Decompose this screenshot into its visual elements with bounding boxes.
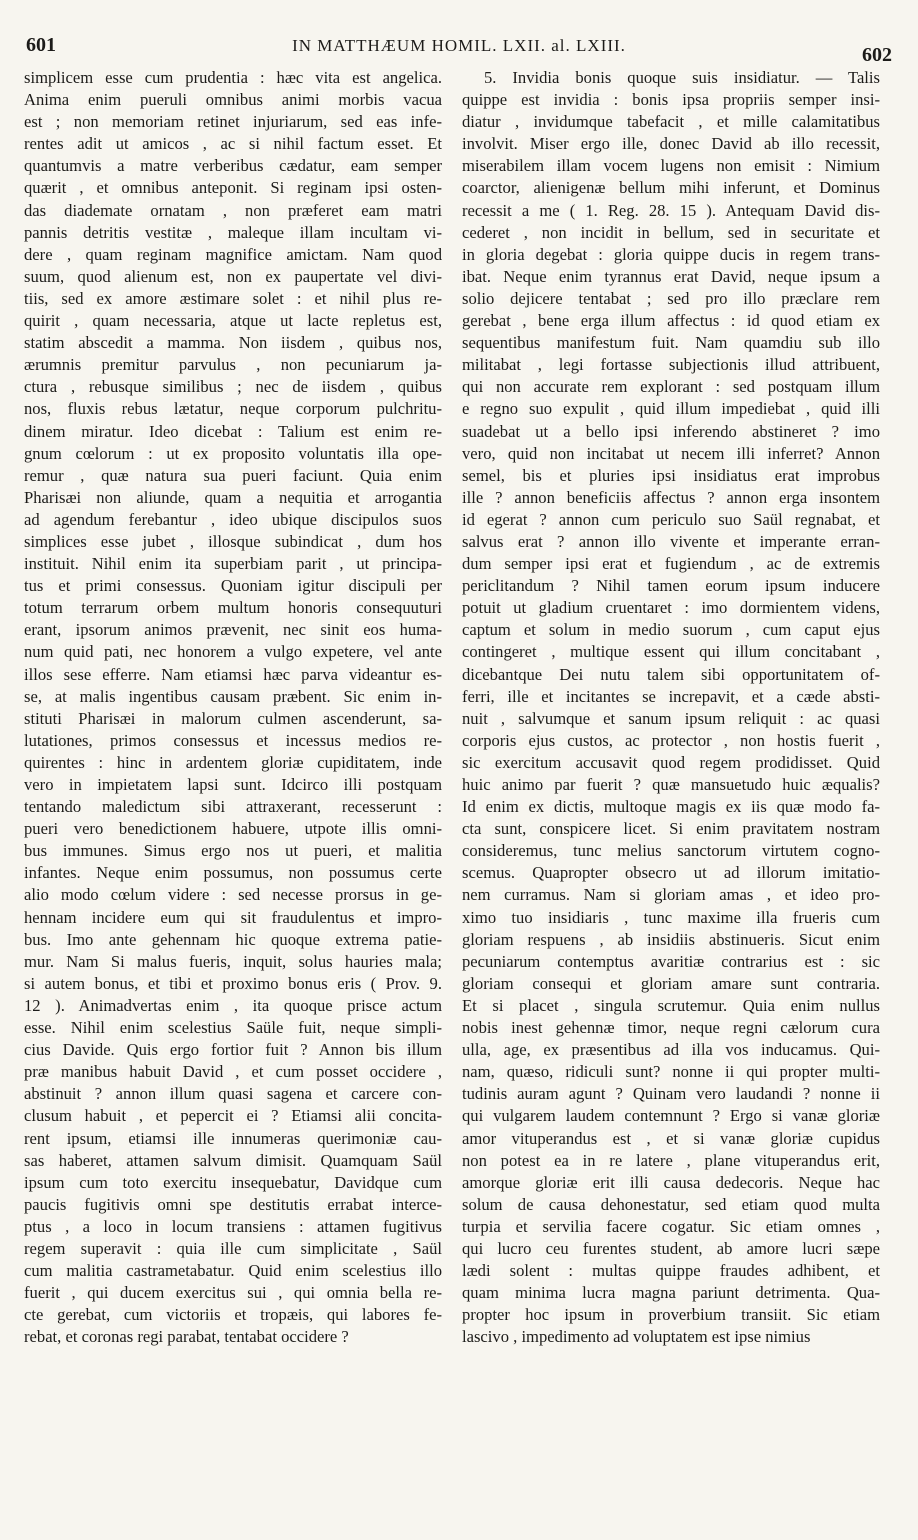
text-line: fuerit , qui ducem exercitus sui , qui omnia bella re- [24,1283,442,1303]
text-line: quirentes : hinc in ardentem gloriæ cupiditatem, inde [24,752,442,772]
text-line: lutationes, primos consessus et incessus medios re- [24,730,442,750]
text-line: propter hoc ipsum in proverbium transiit. Sic etiam [462,1305,880,1325]
text-line: simplicem esse cum prudentia : hæc vita est angelica. [24,68,442,87]
text-line: dicebantque Dei nutu talem sibi opportunitatem of- [462,664,880,684]
text-line: pannis detritis vestitæ , maleque illam incultam vi- [24,222,442,242]
text-line: coarctor, alienigenæ bellum mihi inferunt, et Dominus [462,178,880,198]
text-line: infantes. Neque enim possumus, non possumus certe [24,863,442,883]
text-line: cum malitia castrametabatur. Quid enim scelestius illo [24,1261,442,1281]
text-line: contingeret , multique essent qui illum concitabant , [462,642,880,662]
text-line: sequentibus manifestum fuit. Nam quamdiu sub illo [462,333,880,353]
text-line: solum de causa dehonestatur, sed etiam quod multa [462,1194,880,1214]
text-line: abstinuit ? annon illum quasi sagena et carcere con- [24,1084,442,1104]
text-line: præ manibus habuit David , et cum posset occidere , [24,1062,442,1082]
text-line: vero, quid non incitabat ut necem illi inferret? Annon [462,443,880,463]
page-number-right: 602 [862,44,892,66]
text-line: corporis ejus custos, ac protector , non hostis fuerit , [462,730,880,750]
text-line: id egerat ? annon cum periculo suo Saül regnabat, et [462,509,880,529]
text-line: captum et solum in medio suorum , cum caput ejus [462,620,880,640]
text-line: lædi solent : multas quippe fraudes adhibent, et [462,1261,880,1281]
text-line: in gloria degebat : gloria quippe ducis in regem trans- [462,244,880,264]
text-line: Anima enim pueruli omnibus animi morbis vacua [24,90,442,110]
text-line: involvit. Miser ergo ille, donec David ab illo recessit, [462,134,880,154]
text-line: das diademate ornatam , non præferet eam matri [24,200,442,220]
text-line: gerebat , bene erga illum affectus : id quod etiam ex [462,311,880,331]
page-number-left: 601 [26,34,56,56]
text-line: rebat, et coronas regi parabat, tentabat occidere ? [24,1327,349,1347]
text-line: tus et primi consessus. Quoniam igitur discipuli per [24,576,442,596]
text-line: illos sese efferre. Nam etiamsi hæc parva videantur es- [24,664,442,684]
text-line: ferri, ille et incitantes se increpavit, et a cæde absti- [462,686,880,706]
text-line: statim abscedit a mamma. Non iisdem , quibus nos, [24,333,442,353]
text-line: cius Davide. Quis ergo fortior fuit ? Annon bis illum [24,1040,442,1060]
text-line: hennam incidere eum qui sit fraudulentus et impro- [24,907,442,927]
text-line: clusum habuit , et pepercit ei ? Etiamsi alii concita- [24,1106,442,1126]
text-line: periclitandum ? Nihil tamen eorum ipsum inducere [462,576,880,596]
text-line: nam, quæso, ridiculi sunt? nonne ii qui propter multi- [462,1062,880,1082]
text-line: suadebat ut a bello ipsi inferendo abstineret ? imo [462,421,880,441]
text-line: potuit ut gladium cruentaret : imo dormientem videns, [462,598,880,618]
text-line: se, at malis ingentibus causam præbent. Sic enim in- [24,686,442,706]
text-line: ximo tuo insidiaris , tunc maxime illa frueris cum [462,907,880,927]
text-line: remur , quæ natura sua pueri faciunt. Quia enim [24,465,442,485]
text-line: pecuniarum contemptus avaritiæ contrarius est : sic [462,951,880,971]
text-line: tentando maledictum sibi attraxerant, recesserunt : [24,797,442,817]
text-line: sic exercitum accusavit quod regem prodidisset. Quid [462,752,880,772]
text-line: mur. Nam Si malus fueris, inquit, solus hauries mala; [24,951,442,971]
text-line: nem curramus. Nam si gloriam amas , et ideo pro- [462,885,880,905]
text-line: ipsum cum toto exercitu insequebatur, Davidque cum [24,1172,442,1192]
text-line: turpia et servilia facere cogatur. Sic etiam omnes , [462,1216,880,1236]
text-line: tiis, sed ex amore æstimare solet : et nihil plus re- [24,288,442,308]
text-line: paucis fugitivis omni spe destitutis errabat interce- [24,1194,442,1214]
text-line: Pharisæi non aliunde, quam a nequitia et arrogantia [24,487,442,507]
text-line: totum terrarum orbem multum honoris consequuturi [24,598,442,618]
text-line: miserabilem illam vocem lugens non emisit : Nimium [462,156,880,176]
text-line: diatur , invidumque tabefacit , et mille calamitatibus [462,112,880,132]
text-line: regem superavit : quia ille cum simplicitate , Saül [24,1238,442,1258]
text-line: militabat , legi fortasse subjectionis illud attribuent, [462,355,880,375]
text-line: nobis inest gehennæ timor, neque regni cælorum cura [462,1018,880,1038]
text-line: tudinis auram agunt ? Quinam vero laudandi ? nonne ii [462,1084,880,1104]
text-line: 12 ). Animadvertas enim , ita quoque prisce actum [24,995,442,1015]
text-line: nuit , salvumque et sanum ipsum reliquit : ac quasi [462,708,880,728]
text-line: alio modo cœlum videre : sed necesse prorsus in ge- [24,885,442,905]
text-line: Et si placet , singula scrutemur. Quia enim nullus [462,995,880,1015]
text-line: bus immunes. Simus ergo nos ut pueri, et malitia [24,841,442,861]
text-line: qui vulgarem laudem contemnunt ? Ergo si vanæ gloriæ [462,1106,880,1126]
right-column [462,67,880,1348]
text-line: 5. Invidia bonis quoque suis insidiatur. — Talis [484,68,880,87]
text-line: ctura , rebusque similibus ; nec de iisdem , quibus [24,377,442,397]
text-line: ibat. Neque enim tyrannus erat David, neque ipsum a [462,266,880,286]
text-line: pueri vero benedictionem habuere, utpote illis omni- [24,819,442,839]
text-line: quam minima lucra magna pariunt detrimenta. Qua- [462,1283,880,1303]
text-line: simplices esse jubet , illosque subindicat , dum hos [24,531,442,551]
text-line: semel, bis et pluries ipsi insidiatus erat improbus [462,465,880,485]
text-line: qui lucro ceu furentes student, ab amore lucri sæpe [462,1238,880,1258]
text-line: cta sunt, conspicere licet. Si enim pravitatem nostram [462,819,880,839]
text-line: suum, quod alienum est, non ex paupertate vel divi- [24,266,442,286]
text-line: vero in impietatem lapsi sunt. Idcirco illi postquam [24,775,442,794]
text-line: quærit , et omnibus anteponit. Si reginam ipsi osten- [24,178,442,198]
text-line: dum semper ipsi erat et fugiendum , ac de extremis [462,554,880,574]
text-line: consideremus, tunc melius sanctorum virtutem cogno- [462,841,880,861]
text-line: scemus. Quapropter obsecro ut ad illorum imitatio- [462,863,880,883]
text-line: gloriam respuens , ab insidiis abstinueris. Sicut enim [462,929,880,949]
text-line: quantumvis a matre verberibus cædatur, eam semper [24,156,442,176]
text-line: gloriam consequi et gloriam amare sunt contraria. [462,973,880,993]
text-line: quippe est invidia : bonis ipsa propriis semper insi- [462,90,880,110]
text-line: stituti Pharisæi in malorum culmen ascenderunt, sa- [24,708,442,728]
text-line: esse. Nihil enim scelestius Saüle fuit, neque simpli- [24,1018,442,1038]
text-line: Id enim ex dictis, multoque magis ex iis quæ modo fa- [462,797,880,817]
text-line: cederet , non incidit in bellum, sed in securitate et [462,222,880,242]
text-line: rentes adit ut amicos , ac si nihil factum esset. Et [24,134,442,154]
text-line: instituit. Nihil enim ita superbiam parit , ut principa- [24,554,442,574]
text-line: dinem miratur. Ideo dicebat : Talium est enim re- [24,421,442,441]
text-line: huic animo par fuerit ? quæ mansuetudo huic æqualis? [462,775,880,794]
text-line: nos, fluxis rebus lætatur, neque corporum pulchritu- [24,399,442,419]
text-line: gnum cœlorum : ut ex proposito voluntatis illa ope- [24,443,442,463]
page-header [22,34,896,64]
text-line: ulla, age, ex præsentibus ad illa vos inducamus. Qui- [462,1040,880,1060]
text-line: recessit a me ( 1. Reg. 28. 15 ). Antequam David dis- [462,200,880,220]
text-line: ille ? annon beneficiis affectus ? annon erga insontem [462,487,880,507]
text-line: e regno suo expulit , quid illum impediebat , quid illi [462,399,880,419]
text-line: rent ipsum, etiamsi ille innumeras querimoniæ cau- [24,1128,442,1148]
text-line: lascivo , impedimento ad voluptatem est ipse nimius [462,1327,811,1347]
text-line: non potest ea in re latere , plane vituperandus erit, [462,1150,880,1170]
text-line: cte gerebat, cum victoriis et tropæis, qui labores fe- [24,1305,442,1325]
text-line: salvus erat ? annon illo vivente et imperante erran- [462,531,880,551]
text-line: erant, ipsorum animos prævenit, nec sinit eos huma- [24,620,442,640]
text-line: amor vituperandus est , et si vanæ gloriæ cupidus [462,1128,880,1148]
text-line: sas haberet, attamen salvum dimisit. Quamquam Saül [24,1150,442,1170]
text-line: solio dejicere tentabat ; sed pro illo præclare rem [462,288,880,308]
text-line: qui non accurate rem explorant : sed postquam illum [462,377,880,397]
text-line: dere , quam reginam magnifice amictam. Nam quod [24,244,442,264]
text-line: bus. Imo ante gehennam hic quoque extrema patie- [24,929,442,949]
text-line: quirit , quam necessaria, atque ut lacte repletus est, [24,311,442,331]
text-line: si autem bonus, et tibi et proximo bonus eris ( Prov. 9. [24,973,442,993]
text-line: num quid pati, nec honorem a vulgo expetere, vel ante [24,642,442,662]
text-line: amorque gloriæ erit illi causa dedecoris. Neque hac [462,1172,880,1192]
text-line: ærumnis premitur parvulus , non pecuniarum ja- [24,355,442,375]
text-line: est ; non memoriam retinet injuriarum, sed eas infe- [24,112,442,132]
text-line: ptus , a loco in locum transiens : attamen fugitivus [24,1216,442,1236]
running-title: IN MATTHÆUM HOMIL. LXII. al. LXIII. [292,36,626,55]
left-column [24,67,442,1348]
text-line: ad agendum ferebantur , ideo ubique discipulos suos [24,509,442,529]
